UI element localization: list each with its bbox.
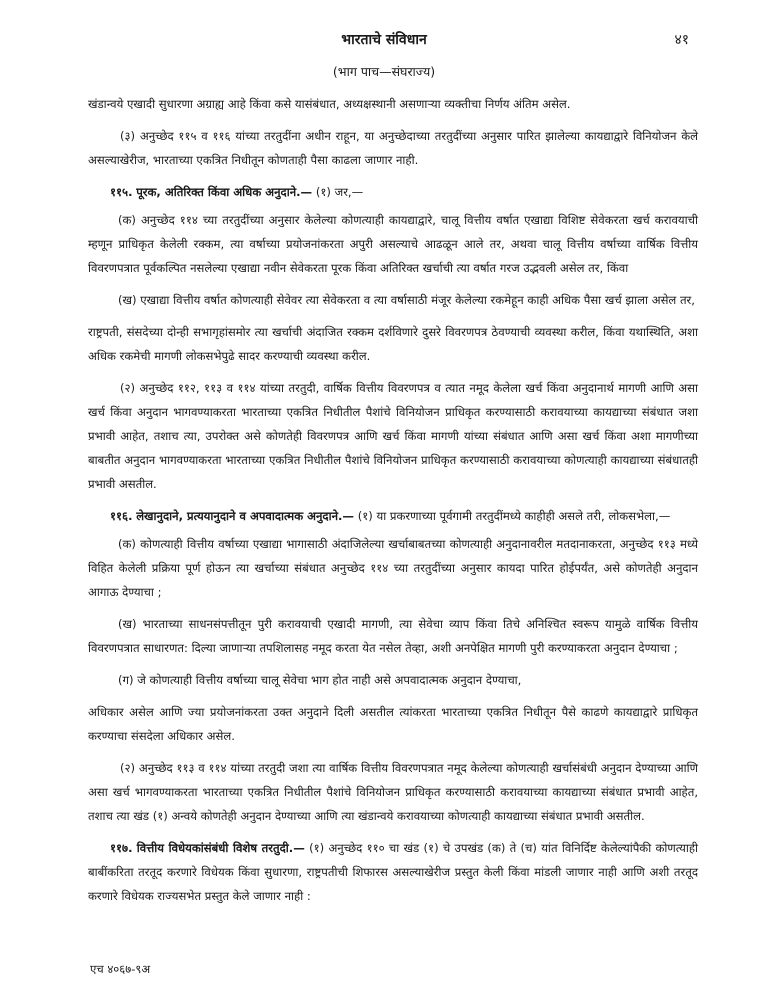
page-title: भारताचे संविधान <box>341 32 427 48</box>
section-116-number: ११६. <box>110 509 133 523</box>
page-header <box>0 30 768 50</box>
section-115-heading <box>88 180 698 204</box>
section-115-tail: राष्ट्रपती, संसदेच्या दोन्ही सभागृहांसमोर त्या खर्चाची अंदाजित रक्कम दर्शविणारे दुसरे विवरणपत्र ठेवण्याची व्यवस्था करील, किंवा यथास्थिति, अशा अधिक रकमेची मागणी लोकसभेपुढे सादर करण्याची व्यवस्था करील. <box>88 325 698 363</box>
section-116-intro: (१) या प्रकरणाच्या पूर्वगामी तरतुदींमध्ये काहीही असले तरी, लोकसभेला,— <box>357 509 671 523</box>
paragraph-clause-3: (३) अनुच्छेद ११५ व ११६ यांच्या तरतुदींना अधीन राहून, या अनुच्छेदाच्या तरतुदींच्या अनुसार पारित झालेल्या कायद्याद्वारे विनियोजन केले असल्याखेरीज, भारताच्या एकत्रित निधीतून कोणताही पैसा काढला जाणार नाही. <box>88 129 698 167</box>
section-117-heading <box>88 836 698 908</box>
page-subtitle: (भाग पाच—संघराज्य) <box>332 64 436 79</box>
section-116-tail: अधिकार असेल आणि ज्या प्रयोजनांकरता उक्त अनुदाने दिली असतील त्यांकरता भारताच्या एकत्रित निधीतून पैसे काढणे कायद्याद्वारे प्राधिकृत करण्याचा संसदेला अधिकार असेल. <box>88 705 698 743</box>
body-text <box>88 92 698 916</box>
section-115-title: पूरक, अतिरिक्त किंवा अधिक अनुदाने.— <box>136 185 313 199</box>
section-115-clause-2: (२) अनुच्छेद ११२, ११३ व ११४ यांच्या तरतुदी, वार्षिक वित्तीय विवरणपत्र व त्यात नमूद केलेला खर्च किंवा अनुदानार्थ मागणी आणि असा खर्च किंवा अनुदान भागवण्याकरता भारताच्या एकत्रित निधीतील पैशांचे विनियोजन प्राधिकृत करण्यासाठी करावयाच्या कायद्याच्या संबंधात जशा प्रभावी आहेत, तशाच त्या, उपरोक्त असे कोणतेही विवरणपत्र आणि खर्च किंवा मागणी यांच्या संबंधात आणि असा खर्च किंवा अशा मागणीच्या बाबतीत अनुदान भागवण्याकरता भारताच्या एकत्रित निधीतील पैशांचे विनियोजन प्राधिकृत करण्यासाठी करावयाच्या कोणत्याही कायद्याच्या संबंधातही प्रभावी असतील. <box>88 381 698 491</box>
footer-code: एच ४०६७-९अ <box>90 962 151 976</box>
section-117-number: ११७. <box>110 841 133 855</box>
section-117-text: (१) अनुच्छेद ११० चा खंड (१) चे उपखंड (क) ते (च) यांत विनिर्दिष्ट केलेल्यांपैकी कोणत्याही बाबींकरिता तरतूद करणारे विधेयक किंवा सुधारणा, राष्ट्रपतीची शिफारस असल्याखेरीज प्रस्तुत केली किंवा मांडली जाणार नाही आणि अशी तरतूद करणारे विधेयक राज्यसभेत प्रस्तुत केले जाणार नाही : <box>88 841 699 903</box>
section-115-clause-a: (क) अनुच्छेद ११४ च्या तरतुदींच्या अनुसार केलेल्या कोणत्याही कायद्याद्वारे, चालू वित्तीय वर्षात एखाद्या विशिष्ट सेवेकरता खर्च करावयाची म्हणून प्राधिकृत केलेली रक्कम, त्या वर्षाच्या प्रयोजनांकरता अपुरी असल्याचे आढळून आले तर, अथवा चालू वित्तीय वर्षाच्या वार्षिक वित्तीय विवरणपत्रात पूर्वकल्पित नसलेल्या एखाद्या नवीन सेवेकरता पूरक किंवा अतिरिक्त खर्चाची त्या वर्षात गरज उद्भवली असेल तर, किंवा <box>88 213 698 275</box>
section-115-clause-b: (ख) एखाद्या वित्तीय वर्षात कोणत्याही सेवेवर त्या सेवेकरता व त्या वर्षासाठी मंजूर केलेल्या रकमेहून काही अधिक पैसा खर्च झाला असेल तर, <box>118 293 695 307</box>
section-116-clause-2: (२) अनुच्छेद ११३ व ११४ यांच्या तरतुदी जशा त्या वार्षिक वित्तीय विवरणपत्रात नमूद केलेल्या कोणत्याही खर्चासंबंधी अनुदान देण्याच्या आणि असा खर्च भागवण्याकरता भारताच्या एकत्रित निधीतील पैशांचे विनियोजन प्राधिकृत करण्यासाठी करावयाच्या कायद्याच्या संबंधात प्रभावी आहेत, तशाच त्या खंड (१) अन्वये कोणतेही अनुदान देण्याच्या आणि त्या खंडान्वये करावयाच्या कोणत्याही कायद्याच्या संबंधात प्रभावी असतील. <box>88 761 698 823</box>
section-116-title: लेखानुदाने, प्रत्ययानुदाने व अपवादात्मक अनुदाने.— <box>136 509 355 523</box>
paragraph-continuation: खंडान्वये एखादी सुधारणा अग्राह्य आहे किंवा कसे यासंबंधात, अध्यक्षस्थानी असणाऱ्या व्यक्तीचा निर्णय अंतिम असेल. <box>88 97 571 111</box>
section-117-title: वित्तीय विधेयकांसंबंधी विशेष तरतुदी.— <box>136 841 305 855</box>
page-number: ४१ <box>674 32 689 48</box>
section-116-clause-b: (ख) भारताच्या साधनसंपत्तीतून पुरी करावयाची एखादी मागणी, त्या सेवेचा व्याप किंवा तिचे अनिश्चित स्वरूप यामुळे वार्षिक वित्तीय विवरणपत्रात साधारणत: दिल्या जाणाऱ्या तपशिलासह नमूद करता येत नसेल तेव्हा, अशी अनपेक्षित मागणी पुरी करण्याकरता अनुदान देण्याचा ; <box>88 617 698 655</box>
section-115-number: ११५. <box>110 185 133 199</box>
section-115-intro: (१) जर,— <box>315 185 364 199</box>
section-116-clause-c: (ग) जे कोणत्याही वित्तीय वर्षाच्या चालू सेवेचा भाग होत नाही असे अपवादात्मक अनुदान देण्याचा, <box>118 673 522 687</box>
section-116-heading <box>88 504 698 528</box>
section-116-clause-a: (क) कोणत्याही वित्तीय वर्षाच्या एखाद्या भागासाठी अंदाजिलेल्या खर्चाबाबतच्या कोणत्याही अनुदानावरील मतदानाकरता, अनुच्छेद ११३ मध्ये विहित केलेली प्रक्रिया पूर्ण होऊन त्या खर्चाच्या संबंधात अनुच्छेद ११४ च्या तरतुदींच्या अनुसार कायदा पारित होईपर्यंत, असे कोणतेही अनुदान आगाऊ देण्याचा ; <box>88 537 698 599</box>
